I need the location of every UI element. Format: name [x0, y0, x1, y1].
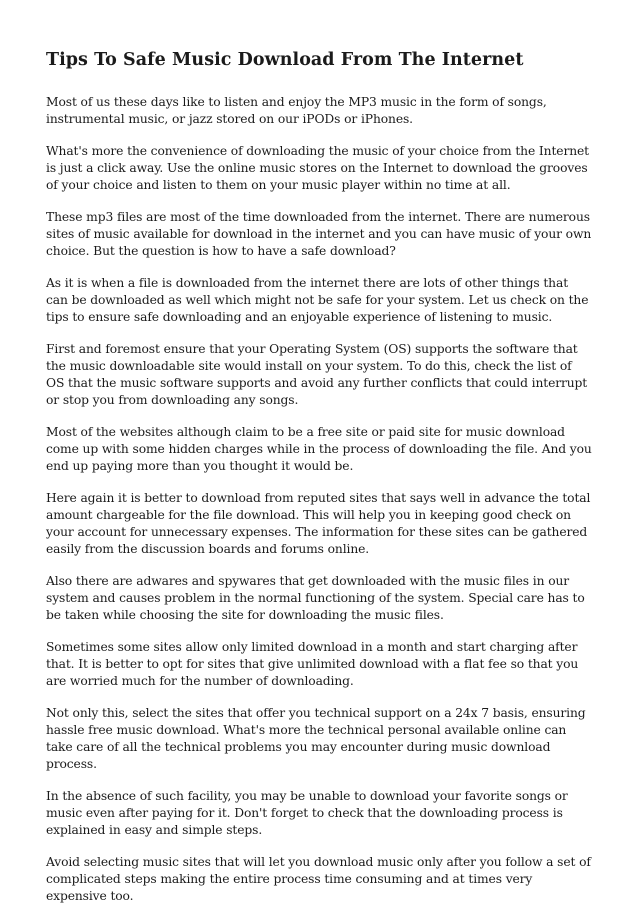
- paragraph-1: Most of us these days like to listen and enjoy the MP3 music in the form of songs, instrumental music, or jazz stored on our iPODs or iPhones.: [46, 95, 547, 126]
- paragraph-12: Avoid selecting music sites that will let you download music only after you follow a set of complicated steps making the entire process time consuming and at times very expensive too.: [46, 855, 591, 903]
- paragraph-2: What's more the convenience of downloading the music of your choice from the Internet is just a click away. Use the online music stores on the Internet to download the grooves of your choice and listen to them on your music player within no time at all.: [46, 144, 589, 192]
- paragraph-6: Most of the websites although claim to be a free site or paid site for music download come up with some hidden charges while in the process of downloading the file. And you end up paying more than you thought it would be.: [46, 425, 592, 473]
- paragraph-4: As it is when a file is downloaded from the internet there are lots of other things that can be downloaded as well which might not be safe for your system. Let us check on the tips to ensure safe downloading and an enjoyable experience of listening to music.: [46, 276, 589, 324]
- paragraph-11: In the absence of such facility, you may be unable to download your favorite songs or music even after paying for it. Don't forget to check that the downloading process is explained in easy and simple steps.: [46, 789, 568, 837]
- paragraph-7: Here again it is better to download from reputed sites that says well in advance the total amount chargeable for the file download. This will help you in keeping good check on your account for unnecessary expenses. The information for these sites can be gathered easily from the discussion boards and forums online.: [46, 491, 591, 556]
- paragraph-8: Also there are adwares and spywares that get downloaded with the music files in our system and causes problem in the normal functioning of the system. Special care has to be taken while choosing the site for downloading the music files.: [46, 574, 585, 622]
- paragraph-9: Sometimes some sites allow only limited download in a month and start charging after that. It is better to opt for sites that give unlimited download with a flat fee so that you are worried much for the number of downloading.: [46, 640, 579, 688]
- paragraph-10: Not only this, select the sites that offer you technical support on a 24x 7 basis, ensuring hassle free music download. What's more the technical personal available online can take care of all the technical problems you may encounter during music download process.: [46, 706, 586, 771]
- document-page: [46, 48, 592, 920]
- document-title: Tips To Safe Music Download From The Internet: [46, 50, 524, 70]
- paragraph-5: First and foremost ensure that your Operating System (OS) supports the software that the music downloadable site would install on your system. To do this, check the list of OS that the music software supports and avoid any further conflicts that could interrupt or stop you from downloading any songs.: [46, 342, 588, 407]
- paragraph-3: These mp3 files are most of the time downloaded from the internet. There are numerous sites of music available for download in the internet and you can have music of your own choice. But the question is how to have a safe download?: [46, 210, 592, 258]
